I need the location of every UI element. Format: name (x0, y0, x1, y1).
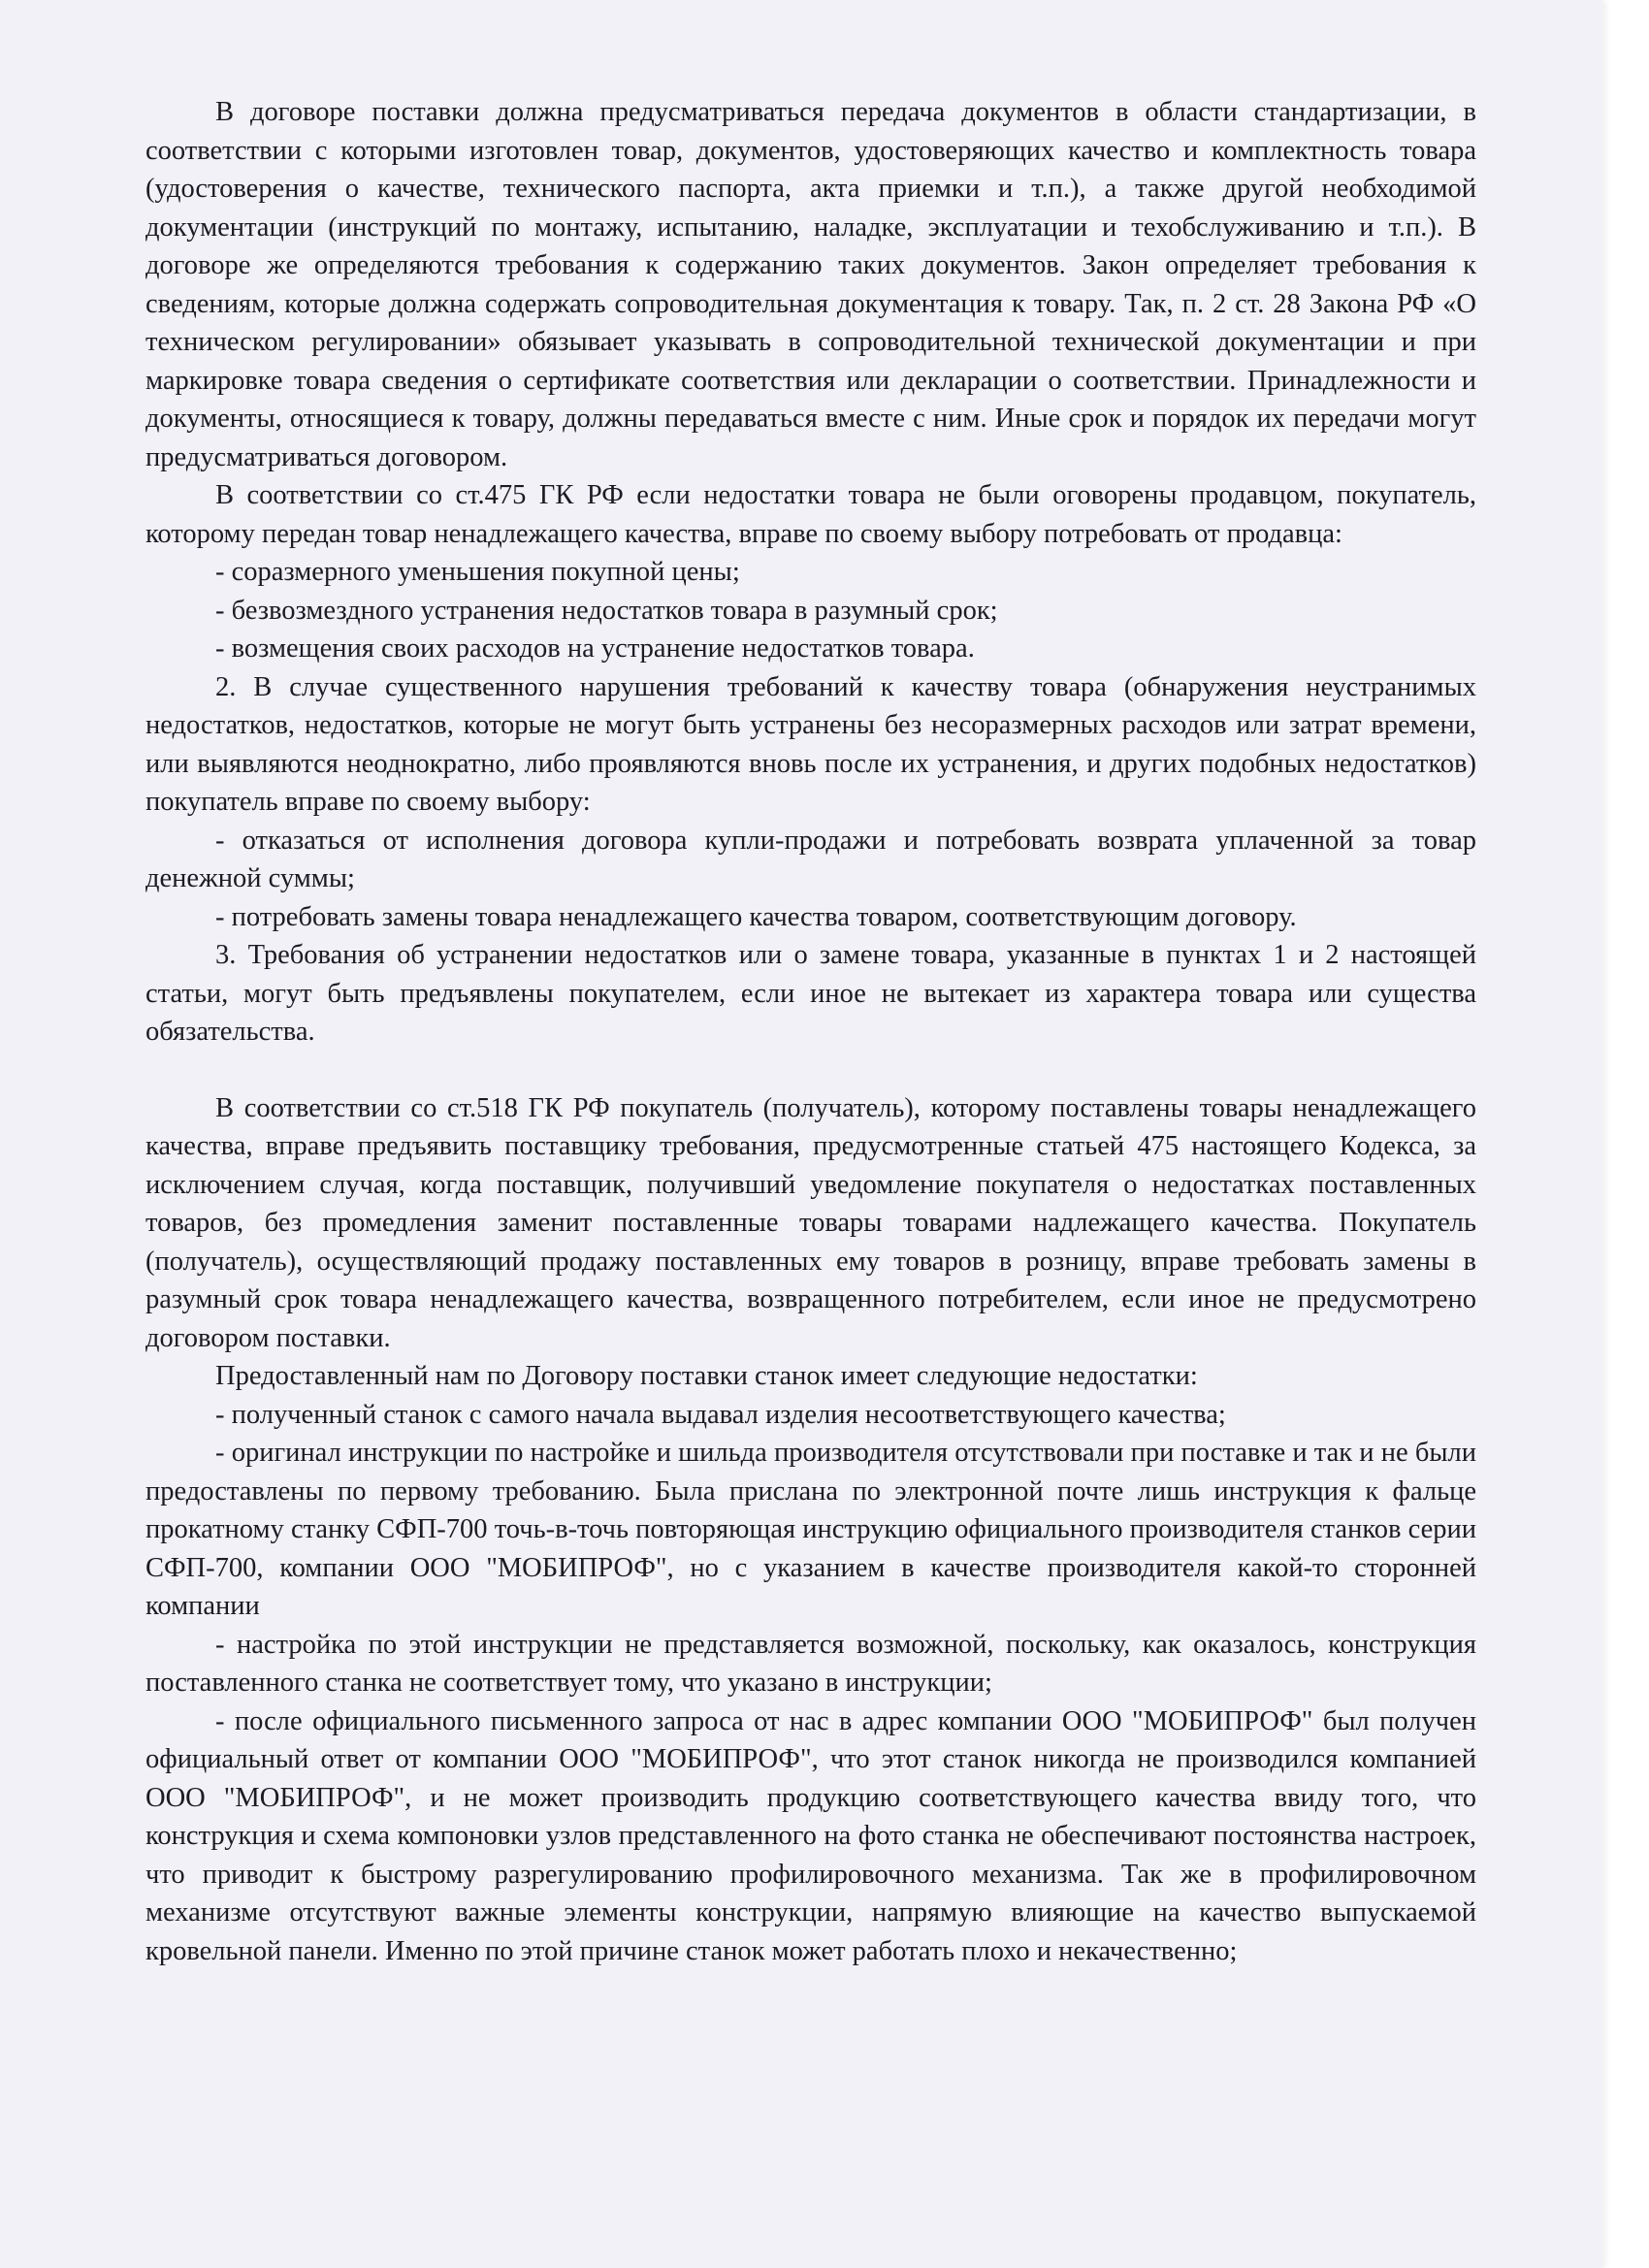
list-item-price-reduction: - соразмерного уменьшения покупной цены; (215, 557, 740, 587)
paragraph-article-475: В соответствии со ст.475 ГК РФ если недостатки товара не были оговорены продавцом, покупатель, которому передан товар ненадлежащего качества, вправе по своему выбору потребовать от продавца: (146, 480, 1476, 549)
paragraph-point-3: 3. Требования об устранении недостатков или о замене товара, указанные в пунктах 1 и 2 настоящей статьи, могут быть предъявлены покупателем, если иное не вытекает из характера товара или существа обязательства. (146, 940, 1476, 1047)
list-item-poor-quality: - полученный станок с самого начала выдавал изделия несоответствующего качества; (215, 1399, 1226, 1430)
document-page (146, 93, 1476, 1970)
paragraph-delivery-documents: В договоре поставки должна предусматриваться передача документов в области стандартизации, в соответствии с которыми изготовлен товар, документов, удостоверяющих качество и комплектность товара (удостоверения о качестве, технического паспорта, акта приемки и т.п.), а также другой необходимой документации (инструкций по монтажу, испытанию, наладке, эксплуатации и техобслуживанию и т.п.). В договоре же определяются требования к содержанию таких документов. Закон определяет требования к сведениям, которые должна содержать сопроводительная документация к товару. Так, п. 2 ст. 28 Закона РФ «О техническом регулировании» обязывает указывать в сопроводительной технической документации и при маркировке товара сведения о сертификате соответствия или декларации о соответствии. Принадлежности и документы, относящиеся к товару, должны передаваться вместе с ним. Иные срок и порядок их передачи могут предусматриваться договором. (146, 97, 1476, 472)
list-item-missing-instructions: - оригинал инструкции по настройке и шильда производителя отсутствовали при поставке и так и не были предоставлены по первому требованию. Была прислана по электронной почте лишь инструкция к фальце прокатному станку СФП-700 точь-в-точь повторяющая инструкцию официального производителя станков серии СФП-700, компании ООО "МОБИПРОФ", но с указанием в качестве производителя какой-то сторонней компании (146, 1438, 1476, 1621)
list-item-expense-compensation: - возмещения своих расходов на устранение недостатков товара. (215, 633, 975, 664)
list-item-refuse-contract: - отказаться от исполнения договора купли-продажи и потребовать возврата уплаченной за товар денежной суммы; (146, 825, 1476, 893)
list-item-manufacturer-response: - после официального письменного запроса от нас в адрес компании ООО "МОБИПРОФ" был получен официальный ответ от компании ООО "МОБИПРОФ", что этот станок никогда не производился компанией ООО "МОБИПРОФ", и не может производить продукцию соответствующего качества ввиду того, что конструкция и схема компоновки узлов представленного на фото станка не обеспечивают постоянства настроек, что приводит к быстрому разрегулированию профилировочного механизма. Так же в профилировочном механизме отсутствуют важные элементы конструкции, напрямую влияющие на качество выпускаемой кровельной панели. Именно по этой причине станок может работать плохо и некачественно; (146, 1705, 1476, 1966)
list-item-replacement: - потребовать замены товара ненадлежащего качества товаром, соответствующим договору. (215, 901, 1297, 932)
paragraph-machine-defects: Предоставленный нам по Договору поставки станок имеет следующие недостатки: (215, 1361, 1198, 1391)
list-item-setup-impossible: - настройка по этой инструкции не представляется возможной, поскольку, как оказалось, конструкция поставленного станка не соответствует тому, что указано в инструкции; (146, 1629, 1476, 1698)
paragraph-point-2: 2. В случае существенного нарушения требований к качеству товара (обнаружения неустранимых недостатков, недостатков, которые не могут быть устранены без несоразмерных расходов или затрат времени, или выявляются неоднократно, либо проявляются вновь после их устранения, и других подобных недостатков) покупатель вправе по своему выбору: (146, 671, 1476, 817)
paragraph-article-518: В соответствии со ст.518 ГК РФ покупатель (получатель), которому поставлены товары ненадлежащего качества, вправе предъявить поставщику требования, предусмотренные статьей 475 настоящего Кодекса, за исключением случая, когда поставщик, получивший уведомление покупателя о недостатках поставленных товаров, без промедления заменит поставленные товары товарами надлежащего качества. Покупатель (получатель), осуществляющий продажу поставленных ему товаров в розницу, вправе требовать замены в разумный срок товара ненадлежащего качества, возвращенного потребителем, если иное не предусмотрено договором поставки. (146, 1092, 1476, 1353)
list-item-free-repair: - безвозмездного устранения недостатков товара в разумный срок; (215, 595, 998, 626)
